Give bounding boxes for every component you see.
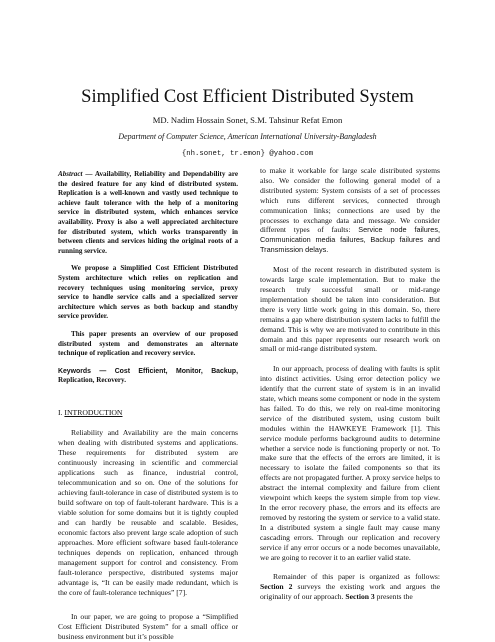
abstract-label: Abstract — [58, 170, 83, 178]
right-paragraph-4-end: presents the — [374, 592, 413, 602]
abstract-paragraph-1 — [58, 170, 238, 256]
abstract — [58, 170, 238, 359]
right-paragraph-2: Most of the recent research in distributed system is towards large scale implementation. But to make the research truly successful small or mid-range implementation should be taken into consideration. But there is very little work going in this domain. So, there remains a gap where distribution system lacks to fulfill the demand. This is why we are motivated to contribute in this domain and this paper represents our research work on small or mid-range distributed system. — [260, 265, 440, 354]
paper-affiliation: Department of Computer Science, American International University-Bangladesh — [118, 132, 377, 141]
abstract-paragraph-3: This paper presents an overview of our proposed distributed system and demonstrates an alternate technique of replication and recovery service. — [58, 329, 238, 358]
paper-authors: MD. Nadim Hossain Sonet, S.M. Tahsinur Refat Emon — [152, 115, 343, 125]
keywords-label: Keywords — Cost Efficient, Monitor, Backup, — [58, 367, 238, 375]
right-paragraph-1-text: to make it workable for large scale distributed systems also. We consider the following general model of a distributed system: System consists of a set of processes which runs different services, connected through communication links; connections are used by the processes to exchange data and message. We consider different types of faults: — [260, 166, 440, 235]
right-paragraph-1 — [260, 166, 440, 255]
right-paragraph-4-start: Remainder of this paper is organized as follows: — [273, 572, 440, 582]
section-3-ref: Section 3 — [345, 592, 375, 602]
keywords — [58, 367, 238, 386]
paper-email: {nh.sonet, tr.emon} @yahoo.com — [181, 150, 314, 158]
introduction-heading — [58, 408, 238, 418]
fault-types-list: Service node failures, Communication media failures, Backup failures and Transmission delays. — [260, 225, 440, 255]
right-paragraph-4-mid: surveys the existing work and argues the originality of our approach. — [260, 582, 440, 602]
section-2-ref: Section 2 — [260, 582, 293, 592]
abstract-text-1: Availability, Reliability and Dependability are the desired feature for any kind of distributed system. Replication is a well-known and vastly used technique to achieve fault tolerance with the help of a monitoring service in distributed system, which enhances service availability. Proxy is also a well appreciated architecture for distributed system, which works transparently in between clients and services hiding the original roots of a running service. — [58, 170, 239, 255]
abstract-paragraph-2: We propose a Simplified Cost Efficient Distributed System architecture which relies on replication and recovery techniques using monitoring service, proxy service to handle service calls and a specialized server architecture which serves as both backup and standby service provider. — [58, 264, 238, 321]
left-column — [58, 170, 239, 641]
introduction-heading-num: I. — [58, 407, 65, 417]
introduction-paragraph-2: In our paper, we are going to propose a “Simplified Cost Efficient Distributed System” for a small office or business environment but it’s possible — [58, 611, 238, 641]
introduction-heading-text: INTRODUCTION — [64, 407, 123, 417]
paper-title: Simplified Cost Efficient Distributed System — [81, 87, 414, 107]
right-body — [260, 166, 440, 602]
introduction-body — [58, 428, 238, 642]
introduction-paragraph-1: Reliability and Availability are the main concerns when dealing with distributed systems and applications. These requirements for distributed system are continuously increasing in scientific and commercial applications such as finance, industrial control, telecommunication and so on. One of the solutions for achieving fault-tolerance in case of distributed system is to build software on top of fault-tolerant hardware. This is a viable solution for some domains but it is tightly coupled and can hardly be reusable and scalable. Besides, economic factors also prevent large scale adoption of such approaches. More efficient software based fault-tolerance techniques depends on replication, enhanced through management support for control and consistency. From fault-tolerance perspective, distributed systems major advantage is, “It can be easily made redundant, which is the core of fault-tolerance techniques” [7]. — [58, 427, 238, 597]
abstract-dash: — — [82, 170, 95, 178]
right-column — [260, 166, 440, 612]
right-paragraph-4 — [260, 572, 440, 602]
right-paragraph-3: In our approach, process of dealing with faults is split into distinct activities. Using error detection policy we identify that the current state of system is in an invalid state, which means some component or node in the system has failed. To do this, we rely on real-time monitoring service of the distributed system, using custom built modules within the HAWKEYE Framework [1]. This service module performs background audits to determine whether a service node is functioning properly or not. To make sure that the effects of the errors are limited, it is necessary to isolate the failed components so that its effects are not propagated further. A proxy service helps to abstract the internal complexity and failure from client viewpoint which keeps the system simple from top view. In the error recovery phase, the errors and its effects are removed by restoring the system or service to a valid state. In a distributed system a single fault may cause many cascading errors. Through our replication and recovery service if any error occurs or a node becomes unavailable, we are going to recover it to an earlier valid state. — [260, 364, 440, 562]
keywords-rest: Replication, Recovery. — [58, 376, 126, 385]
